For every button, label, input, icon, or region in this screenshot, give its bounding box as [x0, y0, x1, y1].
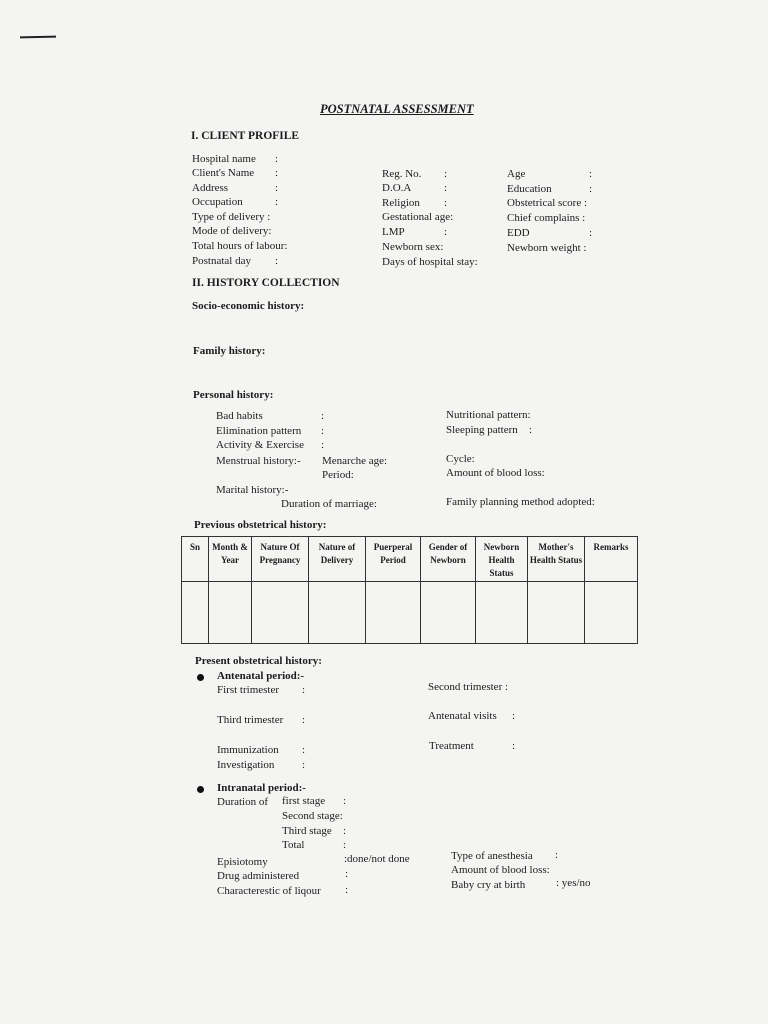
column-header: Mother's Health Status	[528, 537, 585, 582]
episiotomy-value: :done/not done	[344, 853, 410, 865]
previous-obstetrical-table	[181, 536, 638, 644]
third-trimester-colon: :	[302, 714, 306, 726]
bad-habits-colon: :	[321, 410, 325, 422]
type-of-anesthesia-label: Type of anesthesia	[451, 850, 533, 862]
liquor-characteristic-colon: :	[345, 884, 349, 896]
baby-cry-value: : yes/no	[556, 877, 591, 889]
drug-administered-label: Drug administered	[217, 870, 300, 882]
reg-no-colon: :	[444, 168, 448, 180]
sleeping-pattern-label: Sleeping pattern	[446, 424, 518, 436]
occupation-label: Occupation	[192, 196, 243, 208]
address-label: Address	[192, 182, 229, 194]
mode-of-delivery-label: Mode of delivery:	[192, 225, 272, 237]
third-stage-colon: :	[343, 825, 347, 837]
column-header: Nature Of Pregnancy	[252, 537, 309, 582]
postnatal-day-colon: :	[275, 255, 279, 267]
total-label: Total	[282, 839, 305, 851]
socio-economic-history-label: Socio-economic history:	[192, 300, 305, 312]
intranatal-blood-loss-label: Amount of blood loss:	[451, 864, 550, 876]
column-header: Month & Year	[209, 537, 252, 582]
doa-label: D.O.A	[382, 182, 412, 194]
investigation-colon: :	[302, 759, 306, 771]
education-colon: :	[589, 183, 593, 195]
antenatal-visits-colon: :	[512, 710, 516, 722]
doa-colon: :	[444, 182, 448, 194]
table-cell[interactable]	[366, 582, 421, 644]
chief-complains-label: Chief complains :	[507, 212, 586, 224]
newborn-sex-label: Newborn sex:	[382, 241, 444, 253]
table-cell[interactable]	[421, 582, 476, 644]
table-cell[interactable]	[209, 582, 252, 644]
client-name-colon: :	[275, 167, 279, 179]
liquor-characteristic-label: Characterestic of liqour	[217, 885, 321, 897]
baby-cry-label: Baby cry at birth	[451, 879, 526, 891]
elimination-pattern-label: Elimination pattern	[216, 425, 302, 437]
column-header: Nature of Delivery	[309, 537, 366, 582]
table-row	[182, 582, 638, 644]
client-name-label: Client's Name	[192, 167, 255, 179]
lmp-label: LMP	[382, 226, 405, 238]
column-header: Newborn Health Status	[476, 537, 528, 582]
hospital-name-label: Hospital name	[192, 153, 256, 165]
first-stage-colon: :	[343, 795, 347, 807]
marital-history-label: Marital history:-	[216, 484, 289, 496]
column-header: Gender of Newborn	[421, 537, 476, 582]
total-hours-labour-label: Total hours of labour:	[192, 240, 288, 252]
second-trimester-label: Second trimester :	[428, 681, 509, 693]
days-hospital-stay-label: Days of hospital stay:	[382, 256, 478, 268]
drug-administered-colon: :	[345, 868, 349, 880]
column-header: Sn	[182, 537, 209, 582]
first-stage-label: first stage	[282, 795, 326, 807]
duration-of-label: Duration of	[217, 796, 269, 808]
type-of-anesthesia-colon: :	[555, 849, 559, 861]
elimination-pattern-colon: :	[321, 425, 325, 437]
newborn-weight-label: Newborn weight :	[507, 242, 587, 254]
column-header: Puerperal Period	[366, 537, 421, 582]
duration-of-marriage-label: Duration of marriage:	[281, 498, 377, 510]
table-header-row	[182, 537, 638, 582]
sleeping-pattern-colon: :	[529, 424, 533, 436]
treatment-label: Treatment	[429, 740, 474, 752]
period-label: Period:	[322, 469, 354, 481]
history-collection-heading: II. HISTORY COLLECTION	[192, 277, 340, 289]
investigation-label: Investigation	[217, 759, 275, 771]
menstrual-history-label: Menstrual history:-	[216, 455, 301, 467]
first-trimester-label: First trimester	[217, 684, 280, 696]
nutritional-pattern-label: Nutritional pattern:	[446, 409, 531, 421]
table-cell[interactable]	[182, 582, 209, 644]
table-cell[interactable]	[528, 582, 585, 644]
gestational-age-label: Gestational age:	[382, 211, 454, 223]
edd-colon: :	[589, 227, 593, 239]
education-label: Education	[507, 183, 552, 195]
total-colon: :	[343, 839, 347, 851]
hospital-name-colon: :	[275, 153, 279, 165]
cycle-label: Cycle:	[446, 453, 475, 465]
immunization-label: Immunization	[217, 744, 279, 756]
client-profile-heading: I. CLIENT PROFILE	[191, 130, 300, 142]
bad-habits-label: Bad habits	[216, 410, 263, 422]
treatment-colon: :	[512, 740, 516, 752]
age-colon: :	[589, 168, 593, 180]
obstetrical-score-label: Obstetrical score :	[507, 197, 588, 209]
antenatal-period-label: Antenatal period:-	[217, 670, 305, 682]
third-stage-label: Third stage	[282, 825, 332, 837]
lmp-colon: :	[444, 226, 448, 238]
family-history-label: Family history:	[193, 345, 266, 357]
type-of-delivery-label: Type of delivery :	[192, 211, 271, 223]
previous-obstetrical-history-label: Previous obstetrical history:	[194, 519, 327, 531]
occupation-colon: :	[275, 196, 279, 208]
table-cell[interactable]	[585, 582, 638, 644]
bullet-icon	[197, 674, 204, 681]
religion-colon: :	[444, 197, 448, 209]
postnatal-day-label: Postnatal day	[192, 255, 251, 267]
personal-history-label: Personal history:	[193, 389, 274, 401]
antenatal-visits-label: Antenatal visits	[428, 710, 497, 722]
first-trimester-colon: :	[302, 684, 306, 696]
edd-label: EDD	[507, 227, 530, 239]
family-planning-label: Family planning method adopted:	[446, 496, 595, 508]
bullet-icon	[197, 786, 204, 793]
activity-exercise-label: Activity & Exercise	[216, 439, 304, 451]
table-cell[interactable]	[309, 582, 366, 644]
address-colon: :	[275, 182, 279, 194]
menarche-age-label: Menarche age:	[322, 455, 388, 467]
column-header: Remarks	[585, 537, 638, 582]
third-trimester-label: Third trimester	[217, 714, 284, 726]
pen-mark	[20, 36, 56, 39]
second-stage-label: Second stage:	[282, 810, 343, 822]
age-label: Age	[507, 168, 526, 180]
amount-blood-loss-label: Amount of blood loss:	[446, 467, 545, 479]
religion-label: Religion	[382, 197, 420, 209]
page-title: POSTNATAL ASSESSMENT	[320, 102, 474, 116]
episiotomy-label: Episiotomy	[217, 856, 268, 868]
present-obstetrical-history-label: Present obstetrical history:	[195, 655, 322, 667]
table-cell[interactable]	[252, 582, 309, 644]
reg-no-label: Reg. No.	[382, 168, 422, 180]
activity-exercise-colon: :	[321, 439, 325, 451]
intranatal-period-label: Intranatal period:-	[217, 782, 306, 794]
table-cell[interactable]	[476, 582, 528, 644]
immunization-colon: :	[302, 744, 306, 756]
